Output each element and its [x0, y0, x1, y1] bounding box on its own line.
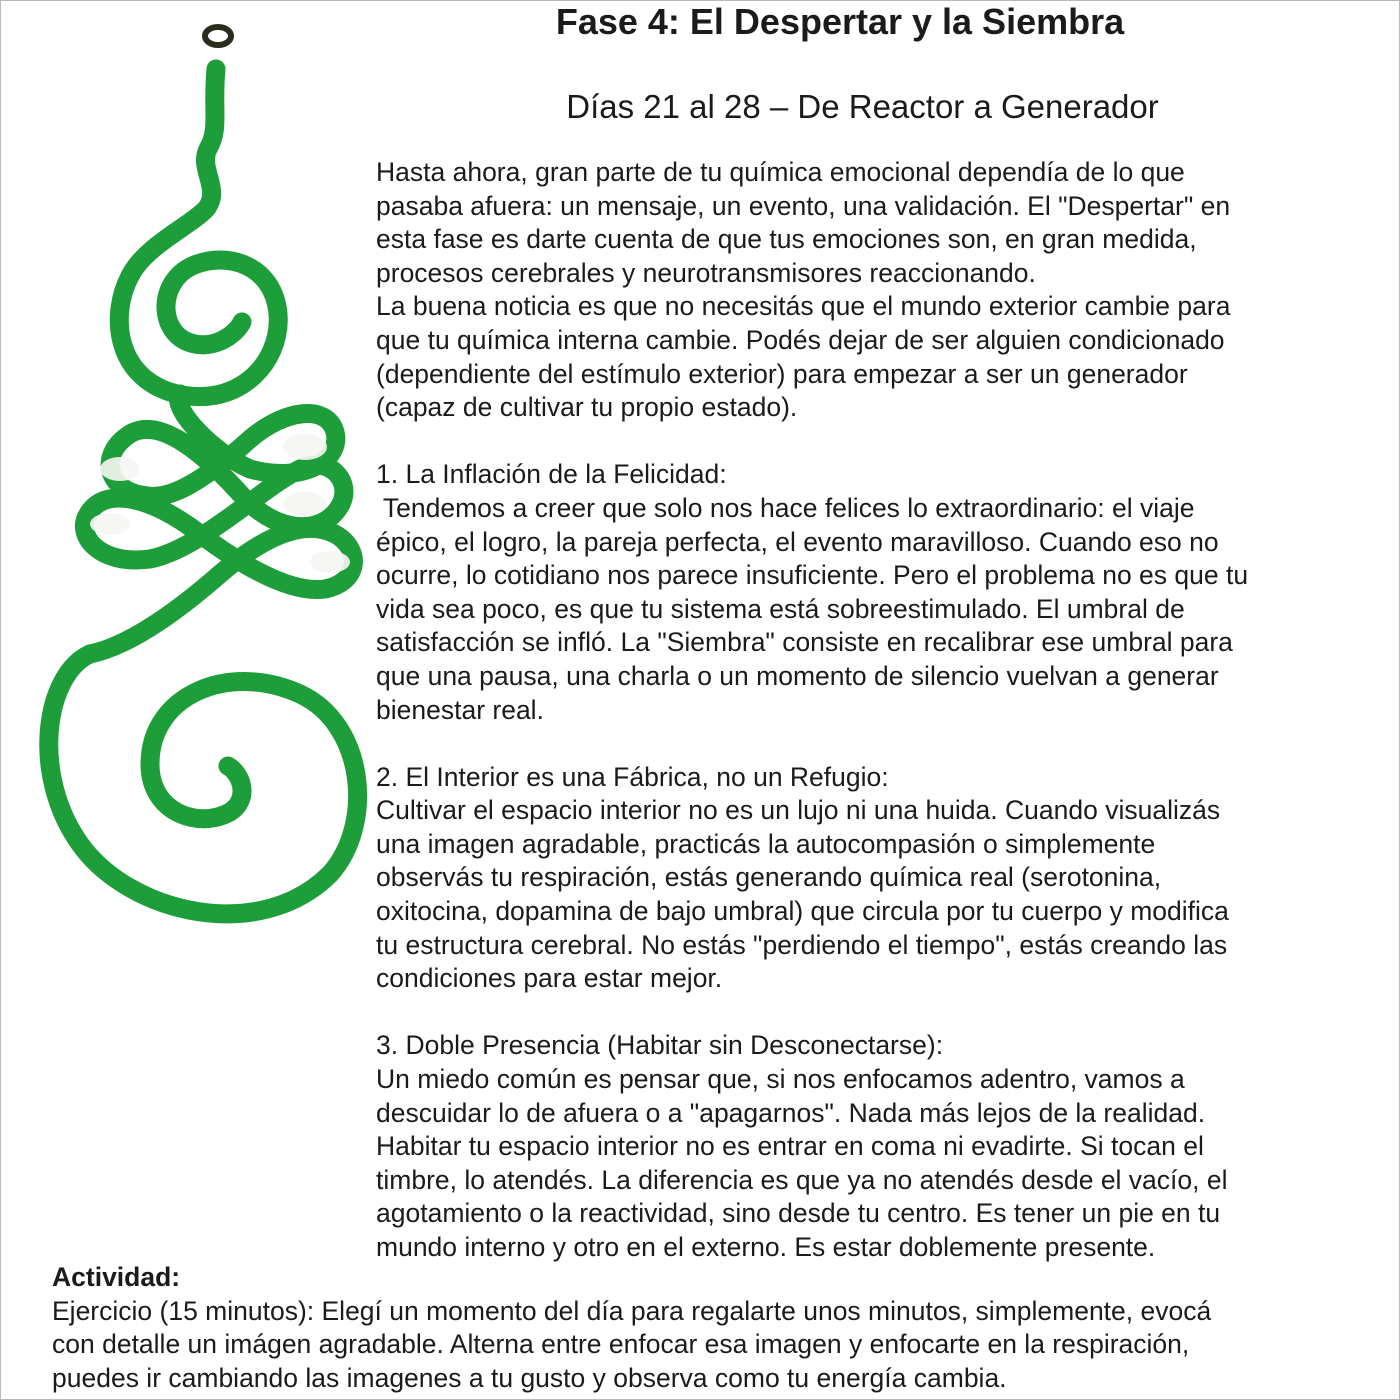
activity-line: puedes ir cambiando las imagenes a tu gusto y observa como tu energía cambia. [52, 1362, 1007, 1393]
intro-line: que tu química interna cambie. Podés dejar de ser alguien condicionado [376, 324, 1225, 355]
intro-line: (capaz de cultivar tu propio estado). [376, 392, 798, 423]
section-line: una imagen agradable, practicás la autocompasión o simplemente [376, 828, 1156, 859]
section-line: mundo interno y otro en el externo. Es estar doblemente presente. [376, 1232, 1156, 1262]
section-line: que una pausa, una charla o un momento de silencio vuelvan a generar [376, 660, 1219, 691]
section-line: descuidar lo de afuera o a "apagarnos". Nada más lejos de la realidad. [376, 1097, 1206, 1128]
activity-label: Actividad: [52, 1262, 181, 1292]
intro-line: esta fase es darte cuenta de que tus emociones son, en gran medida, [376, 224, 1197, 255]
section-line: ocurre, lo cotidiano nos parece insuficiente. Pero el problema no es que tu [376, 560, 1249, 591]
section-line: bienestar real. [376, 694, 544, 725]
section-line: observás tu respiración, estás generando química real (serotonina, [376, 862, 1162, 893]
section-line: épico, el logro, la pareja perfecta, el evento maravilloso. Cuando eso no [376, 526, 1219, 557]
page-title: Fase 4: El Despertar y la Siembra [555, 1, 1125, 42]
unalome-upper-spiral [119, 260, 278, 397]
intro-line: Hasta ahora, gran parte de tu química emocional dependía de lo que [376, 157, 1185, 187]
unalome-stem [130, 69, 216, 276]
unalome-spiral-icon [30, 14, 370, 974]
section-line: timbre, lo atendés. La diferencia es que ya no atendés desde el vacío, el [376, 1164, 1228, 1195]
intro-line: procesos cerebrales y neurotransmisores reaccionando. [376, 257, 1036, 288]
section-line: Un miedo común es pensar que, si nos enfocamos adentro, vamos a [376, 1064, 1185, 1095]
section-line: Habitar tu espacio interior no es entrar en coma ni evadirte. Si tocan el [376, 1131, 1204, 1162]
intro-line: La buena noticia es que no necesitás que el mundo exterior cambie para [376, 291, 1231, 322]
unalome-dot [205, 27, 231, 45]
section-line: Cultivar el espacio interior no es un lujo ni una huida. Cuando visualizás [376, 795, 1221, 826]
section-heading: 2. El Interior es una Fábrica, no un Refugio: [376, 761, 889, 792]
section-line: condiciones para estar mejor. [376, 963, 723, 994]
section-heading: 1. La Inflación de la Felicidad: [376, 459, 727, 490]
intro-line: (dependiente del estímulo exterior) para empezar a ser un generador [376, 358, 1188, 389]
section-line: Tendemos a creer que solo nos hace felices lo extraordinario: el viaje [376, 492, 1195, 523]
section-heading: 3. Doble Presencia (Habitar sin Desconectarse): [376, 1030, 944, 1061]
section-line: agotamiento o la reactividad, sino desde tu centro. Es tener un pie en tu [376, 1198, 1221, 1229]
page-subtitle: Días 21 al 28 – De Reactor a Generador [566, 88, 1159, 125]
section-line: oxitocina, dopamina de bajo umbral) que circula por tu cuerpo y modifica [376, 896, 1229, 927]
activity-block [52, 1261, 1392, 1395]
section-line: vida sea poco, es que tu sistema está sobreestimulado. El umbral de [376, 593, 1185, 624]
activity-line: con detalle un imágen agradable. Alterna entre enfocar esa imagen y enfocarte en la respiración, [52, 1329, 1190, 1360]
intro-line: pasaba afuera: un mensaje, un evento, una validación. El "Despertar" en [376, 190, 1231, 221]
section-line: tu estructura cerebral. No estás "perdiendo el tiempo", estás creando las [376, 929, 1228, 960]
activity-line: Ejercicio (15 minutos): Elegí un momento del día para regalarte unos minutos, simplemente, evocá [52, 1295, 1212, 1326]
section-line: satisfacción se infló. La "Siembra" consiste en recalibrar ese umbral para [376, 627, 1233, 658]
unalome-lower-spiral [49, 654, 358, 914]
main-text [376, 156, 1386, 1265]
